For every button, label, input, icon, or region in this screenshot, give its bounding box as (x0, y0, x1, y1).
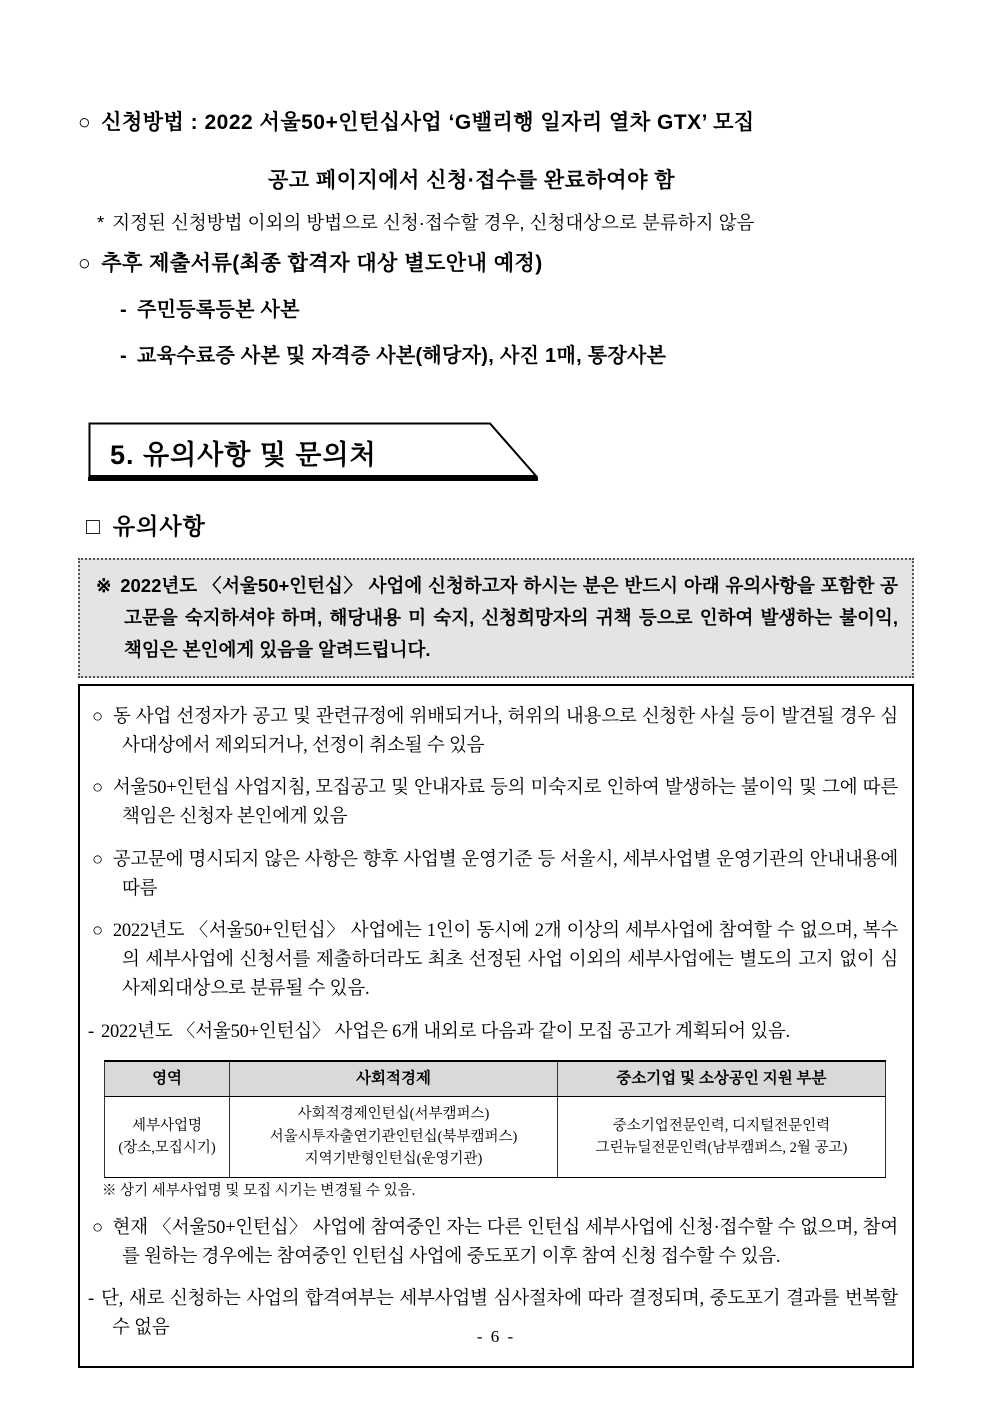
notice-text: 2022년도 〈서울50+인턴십〉 사업에 신청하고자 하시는 분은 반드시 아래 유의사항을 포함한 공고문을 숙지하셔야 하며, 해당내용 미 숙지, 신청희망자의 귀책 등으로 인하여 발생하는 불이익, 책임은 본인에게 있음을 알려드립니다. (120, 575, 898, 660)
dash-bullet: - (120, 299, 127, 322)
social-economy-line: 사회적경제인턴십(서부캠퍼스) (297, 1106, 490, 1123)
row-label-line: (장소,모집시기) (118, 1140, 216, 1156)
caution-text: 현재 〈서울50+인턴십〉 사업에 참여중인 자는 다른 인턴십 세부사업에 신청·접수할 수 없으며, 참여를 원하는 경우에는 참여중인 인턴십 사업에 중도포기 이후 참여 신청 접수할 수 있음. (112, 1217, 898, 1267)
cautions-box (78, 684, 914, 1369)
section-title: 5. 유의사항 및 문의처 (110, 440, 377, 471)
subheading-yuuisahang (86, 508, 914, 541)
caution-text: 단, 새로 신청하는 사업의 합격여부는 세부사업별 심사절차에 따라 결정되며, 중도포기 결과를 번복할 수 없음 (100, 1288, 898, 1339)
circle-bullet: ○ (92, 778, 104, 799)
reference-mark: ※ (102, 1182, 117, 1199)
cell-row-label (105, 1097, 230, 1177)
asterisk-marker: * (97, 211, 105, 233)
apply-method-line1 (78, 108, 914, 138)
document-item-text: 주민등록등본 사본 (136, 299, 300, 322)
document-item (78, 297, 914, 324)
document-item-text: 교육수료증 사본 및 자격증 사본(해당자), 사진 1매, 통장사본 (136, 345, 667, 368)
table-header-row (105, 1061, 886, 1097)
table-note (102, 1182, 898, 1201)
notice-box (78, 558, 914, 677)
notice-body (96, 570, 898, 665)
circle-bullet: ○ (78, 251, 92, 275)
circle-bullet: ○ (92, 849, 104, 870)
caution-text: 서울50+인턴십 사업지침, 모집공고 및 안내자료 등의 미숙지로 인하여 발생하는 불이익 및 그에 따른 책임은 신청자 본인에게 있음 (112, 778, 898, 828)
caution-item (92, 703, 898, 761)
table-note-text: 상기 세부사업명 및 모집 시기는 변경될 수 있음. (120, 1182, 416, 1199)
page-number: - 6 - (476, 1327, 516, 1346)
caution-item (92, 846, 898, 904)
caution-subitem (88, 1018, 898, 1047)
reference-mark: ※ (96, 575, 113, 597)
dash-bullet: - (120, 345, 127, 368)
row-label-line: 세부사업명 (132, 1117, 203, 1134)
caution-text: 2022년도 〈서울50+인턴십〉 사업에는 1인이 동시에 2개 이상의 세부사업에 참여할 수 없으며, 복수의 세부사업에 신청서를 제출하더라도 최초 선정된 사업 이외의 세부사업에는 별도의 고지 없이 심사제외대상으로 분류될 수 있음. (112, 920, 898, 1000)
cell-sme-support (557, 1097, 885, 1177)
sme-support-line: 중소기업전문인력, 디지털전문인력 (612, 1117, 831, 1134)
subheading-text: 유의사항 (112, 513, 206, 540)
dash-bullet: - (88, 1288, 94, 1309)
documents-heading-text: 추후 제출서류(최종 합격자 대상 별도안내 예정) (101, 251, 543, 275)
header-sme-support: 중소기업 및 소상공인 지원 부분 (557, 1061, 885, 1097)
document-item (78, 343, 914, 370)
header-domain: 영역 (105, 1061, 230, 1097)
table-row (105, 1097, 886, 1177)
circle-bullet: ○ (92, 920, 104, 941)
sme-support-line: 그린뉴딜전문인력(남부캠퍼스, 2월 공고) (595, 1140, 848, 1156)
caution-text: 동 사업 선정자가 공고 및 관련규정에 위배되거나, 허위의 내용으로 신청한 사실 등이 발견될 경우 심사대상에서 제외되거나, 선정이 취소될 수 있음 (112, 706, 898, 756)
page-content (78, 108, 914, 1368)
apply-note-text: 지정된 신청방법 이외의 방법으로 신청·접수할 경우, 신청대상으로 분류하지 않음 (112, 211, 755, 233)
caution-item (92, 917, 898, 1005)
caution-text: 2022년도 〈서울50+인턴십〉 사업은 6개 내외로 다음과 같이 모집 공고가 계획되어 있음. (100, 1021, 790, 1042)
social-economy-line: 서울시투자출연기관인턴십(북부캠퍼스) (269, 1128, 518, 1145)
documents-heading (78, 249, 914, 278)
apply-note (78, 211, 914, 236)
caution-item (92, 1214, 898, 1272)
cell-social-economy (230, 1097, 558, 1177)
apply-method-line2: 공고 페이지에서 신청·접수를 완료하여야 함 (268, 169, 675, 193)
caution-text: 공고문에 명시되지 않은 사항은 향후 사업별 운영기준 등 서울시, 세부사업별 운영기관의 안내내용에 따름 (112, 849, 898, 899)
square-bullet: □ (86, 513, 101, 540)
subprogram-table (104, 1060, 886, 1178)
circle-bullet: ○ (92, 1217, 104, 1238)
header-social-economy: 사회적경제 (230, 1061, 558, 1097)
dash-bullet: - (88, 1021, 94, 1042)
apply-method-text: 신청방법 : 2022 서울50+인턴십사업 ‘G밸리행 일자리 열차 GTX’ 모집 (101, 111, 755, 134)
social-economy-line: 지역기반형인턴십(운영기관) (304, 1151, 483, 1168)
circle-bullet: ○ (78, 111, 92, 134)
section-5-banner (88, 422, 544, 484)
circle-bullet: ○ (92, 706, 104, 727)
caution-item (92, 774, 898, 832)
